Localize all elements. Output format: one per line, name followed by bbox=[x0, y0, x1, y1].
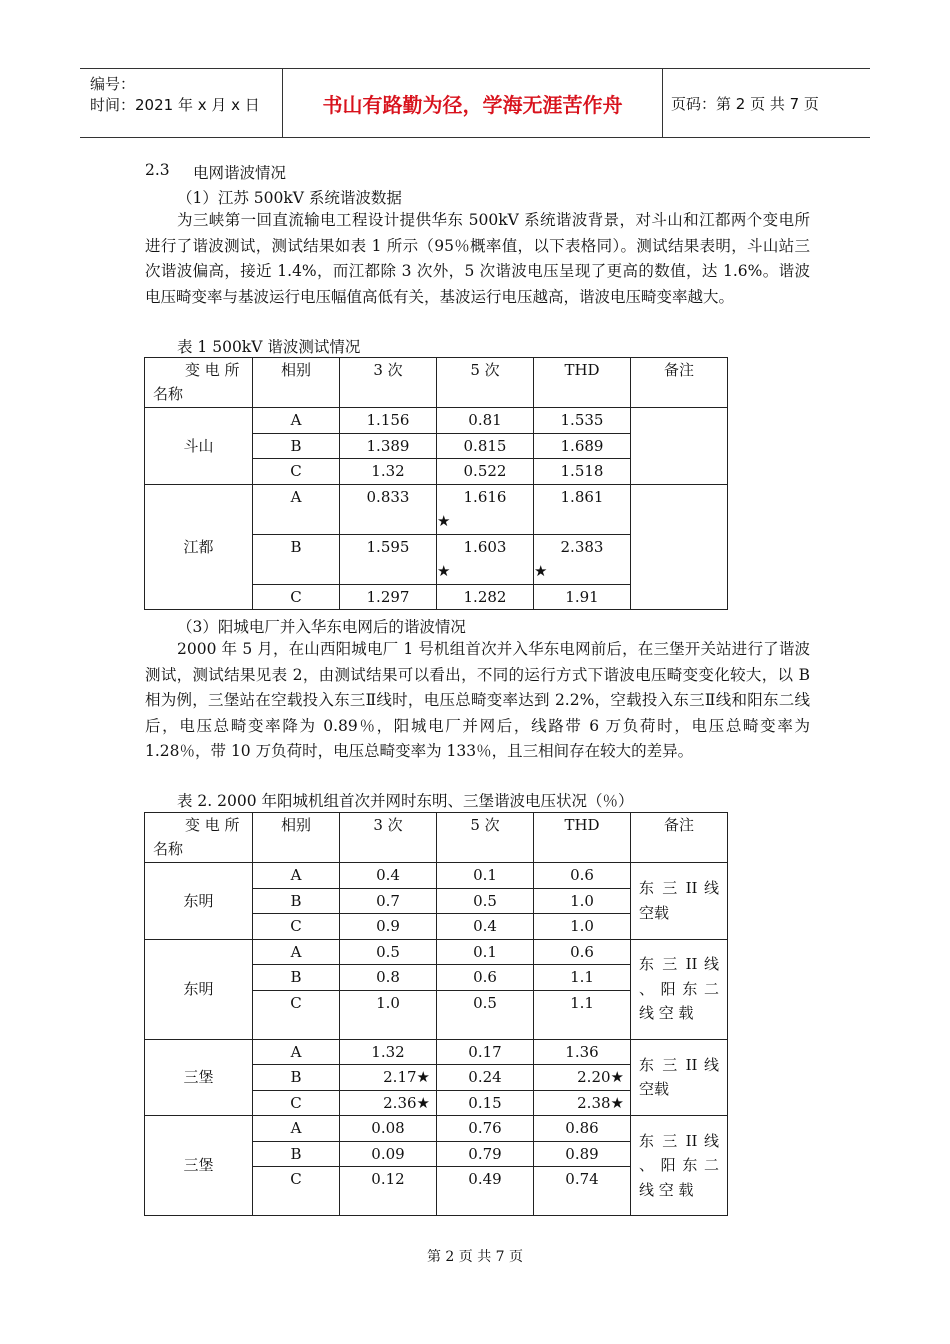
table-header-row bbox=[145, 358, 728, 408]
phase-cell: C bbox=[253, 1167, 340, 1216]
h3-cell: 1.595 bbox=[340, 534, 437, 584]
h5-cell bbox=[437, 484, 534, 534]
thd-cell: 0.86 bbox=[534, 1116, 631, 1142]
h5-cell: 0.5 bbox=[437, 888, 534, 914]
section-number: 2.3 bbox=[145, 161, 170, 179]
doc-time-label: 时间：2021 年 x 月 x 日 bbox=[90, 96, 260, 114]
station-name: 东明 bbox=[145, 863, 253, 940]
h5-cell: 0.1 bbox=[437, 863, 534, 889]
phase-cell: B bbox=[253, 1141, 340, 1167]
header-station-line2: 名称 bbox=[153, 840, 184, 858]
star-mark: ★ bbox=[437, 562, 451, 580]
thd-cell: 1.36 bbox=[534, 1039, 631, 1065]
table-1 bbox=[144, 357, 728, 610]
header-note: 备注 bbox=[631, 813, 728, 863]
page-footer: 第 2 页 共 7 页 bbox=[426, 1249, 524, 1265]
table-row bbox=[145, 939, 728, 965]
h3-cell: 0.09 bbox=[340, 1141, 437, 1167]
station-name: 东明 bbox=[145, 939, 253, 1039]
thd-cell: 0.74 bbox=[534, 1167, 631, 1216]
header-station-line2: 名称 bbox=[153, 385, 184, 403]
header-thd: THD bbox=[534, 813, 631, 863]
h3-cell: 0.9 bbox=[340, 914, 437, 940]
phase-cell: B bbox=[253, 433, 340, 459]
h5-cell: 0.81 bbox=[437, 408, 534, 434]
table-row bbox=[145, 408, 728, 434]
h5-cell: 0.76 bbox=[437, 1116, 534, 1142]
station-name: 三堡 bbox=[145, 1039, 253, 1116]
header-motto: 书山有路勤为径，学海无涯苦作舟 bbox=[283, 69, 663, 137]
thd-cell: 2.38★ bbox=[534, 1090, 631, 1116]
h5-cell: 0.79 bbox=[437, 1141, 534, 1167]
thd-cell: 2.20★ bbox=[534, 1065, 631, 1091]
table-header-row bbox=[145, 813, 728, 863]
thd-cell: 1.1 bbox=[534, 990, 631, 1039]
header-meta bbox=[80, 69, 283, 137]
header-note: 备注 bbox=[631, 358, 728, 408]
h3-cell: 0.08 bbox=[340, 1116, 437, 1142]
thd-cell: 1.0 bbox=[534, 914, 631, 940]
station-name: 斗山 bbox=[145, 408, 253, 485]
h3-cell: 0.7 bbox=[340, 888, 437, 914]
h5-cell: 0.4 bbox=[437, 914, 534, 940]
header-h3: 3 次 bbox=[340, 813, 437, 863]
h3-cell: 1.297 bbox=[340, 584, 437, 610]
header-h5: 5 次 bbox=[437, 813, 534, 863]
thd-cell: 1.1 bbox=[534, 965, 631, 991]
phase-cell: B bbox=[253, 888, 340, 914]
h3-cell: 0.833 bbox=[340, 484, 437, 534]
phase-cell: A bbox=[253, 408, 340, 434]
thd-cell: 0.6 bbox=[534, 939, 631, 965]
h5-cell: 0.5 bbox=[437, 990, 534, 1039]
h3-cell: 0.12 bbox=[340, 1167, 437, 1216]
h5-cell: 1.282 bbox=[437, 584, 534, 610]
note-cell bbox=[631, 484, 728, 610]
phase-cell: A bbox=[253, 484, 340, 534]
thd-cell: 0.89 bbox=[534, 1141, 631, 1167]
phase-cell: C bbox=[253, 914, 340, 940]
header-station-line1: 变 电 所 bbox=[185, 361, 240, 379]
header-station bbox=[145, 813, 253, 863]
table-2 bbox=[144, 812, 728, 1216]
phase-cell: B bbox=[253, 1065, 340, 1091]
h5-cell: 0.15 bbox=[437, 1090, 534, 1116]
paragraph-1: 为三峡第一回直流输电工程设计提供华东 500kV 系统谐波背景，对斗山和江都两个变电所进行了谐波测试，测试结果如表 1 所示（95％概率值，以下表格同）。测试结果表明，斗山站三次谐波偏高，接近 1.4%，而江都除 3 次外，5 次谐波电压呈现了更高的数值，达 1.6%。谐波电压畸变率与基波运行电压幅值高低有关，基波运行电压越高，谐波电压畸变率越大。 bbox=[145, 211, 810, 306]
h3-cell: 1.156 bbox=[340, 408, 437, 434]
section-title: 电网谐波情况 bbox=[193, 164, 287, 182]
star-mark: ★ bbox=[437, 512, 451, 530]
table2-caption: 表 2. 2000 年阳城机组首次并网时东明、三堡谐波电压状况（％） bbox=[177, 792, 634, 810]
header-page-label: 页码：第 2 页 共 7 页 bbox=[671, 94, 819, 113]
thd-cell: 1.518 bbox=[534, 459, 631, 485]
doc-number-label: 编号： bbox=[90, 75, 136, 93]
h5-cell: 0.49 bbox=[437, 1167, 534, 1216]
phase-cell: A bbox=[253, 939, 340, 965]
note-cell: 东 三 II 线空载 bbox=[631, 863, 728, 940]
h5-cell bbox=[437, 534, 534, 584]
header-station-line1: 变 电 所 bbox=[185, 816, 240, 834]
h3-cell: 1.0 bbox=[340, 990, 437, 1039]
note-cell: 东 三 II 线 、 阳 东 二 线 空 载 bbox=[631, 939, 728, 1039]
h5-value: 1.616 bbox=[463, 487, 507, 506]
table-row bbox=[145, 1039, 728, 1065]
h5-value: 1.603 bbox=[463, 537, 507, 556]
table1-caption: 表 1 500kV 谐波测试情况 bbox=[177, 338, 361, 356]
table-row bbox=[145, 863, 728, 889]
header-phase: 相别 bbox=[253, 358, 340, 408]
station-name: 江都 bbox=[145, 484, 253, 610]
thd-value: 2.383 bbox=[560, 537, 604, 556]
h5-cell: 0.815 bbox=[437, 433, 534, 459]
station-name: 三堡 bbox=[145, 1116, 253, 1216]
header-station bbox=[145, 358, 253, 408]
page-header bbox=[80, 68, 870, 138]
header-h5: 5 次 bbox=[437, 358, 534, 408]
header-thd: THD bbox=[534, 358, 631, 408]
h5-cell: 0.522 bbox=[437, 459, 534, 485]
phase-cell: B bbox=[253, 534, 340, 584]
thd-cell: 1.91 bbox=[534, 584, 631, 610]
phase-cell: A bbox=[253, 1116, 340, 1142]
table-row bbox=[145, 484, 728, 534]
h3-cell: 0.5 bbox=[340, 939, 437, 965]
h5-cell: 0.24 bbox=[437, 1065, 534, 1091]
phase-cell: B bbox=[253, 965, 340, 991]
thd-cell: 1.861 bbox=[534, 484, 631, 534]
h3-cell: 0.4 bbox=[340, 863, 437, 889]
thd-cell bbox=[534, 534, 631, 584]
header-h3: 3 次 bbox=[340, 358, 437, 408]
thd-cell: 1.689 bbox=[534, 433, 631, 459]
paragraph-2: 2000 年 5 月，在山西阳城电厂 1 号机组首次并入华东电网前后，在三堡开关站进行了谐波测试，测试结果见表 2，由测试结果可以看出，不同的运行方式下谐波电压畸变变化较大，以 B 相为例，三堡站在空载投入东三Ⅱ线时，电压总畸变率达到 2.2%，空载投入东三Ⅱ线和阳东二线后，电压总畸变率降为 0.89％，阳城电厂并网后，线路带 6 万负荷时，电压总畸变率为 1.28％，带 10 万负荷时，电压总畸变率为 133％，且三相间存在较大的差异。 bbox=[145, 640, 810, 761]
h5-cell: 0.6 bbox=[437, 965, 534, 991]
subsection-3-title: （3）阳城电厂并入华东电网后的谐波情况 bbox=[177, 618, 466, 636]
note-cell bbox=[631, 408, 728, 485]
table-row bbox=[145, 1116, 728, 1142]
thd-cell: 0.6 bbox=[534, 863, 631, 889]
thd-cell: 1.0 bbox=[534, 888, 631, 914]
thd-cell: 1.535 bbox=[534, 408, 631, 434]
note-cell: 东 三 II 线空载 bbox=[631, 1039, 728, 1116]
phase-cell: C bbox=[253, 1090, 340, 1116]
h3-cell: 1.32 bbox=[340, 459, 437, 485]
h3-cell: 0.8 bbox=[340, 965, 437, 991]
h3-cell: 2.36★ bbox=[340, 1090, 437, 1116]
phase-cell: A bbox=[253, 1039, 340, 1065]
h3-cell: 1.32 bbox=[340, 1039, 437, 1065]
phase-cell: A bbox=[253, 863, 340, 889]
subsection-1-title: （1）江苏 500kV 系统谐波数据 bbox=[177, 189, 402, 207]
note-cell: 东 三 II 线 、 阳 东 二 线 空 载 bbox=[631, 1116, 728, 1216]
h3-cell: 2.17★ bbox=[340, 1065, 437, 1091]
star-mark: ★ bbox=[534, 562, 548, 580]
h3-cell: 1.389 bbox=[340, 433, 437, 459]
h5-cell: 0.1 bbox=[437, 939, 534, 965]
h5-cell: 0.17 bbox=[437, 1039, 534, 1065]
header-phase: 相别 bbox=[253, 813, 340, 863]
phase-cell: C bbox=[253, 459, 340, 485]
phase-cell: C bbox=[253, 584, 340, 610]
phase-cell: C bbox=[253, 990, 340, 1039]
